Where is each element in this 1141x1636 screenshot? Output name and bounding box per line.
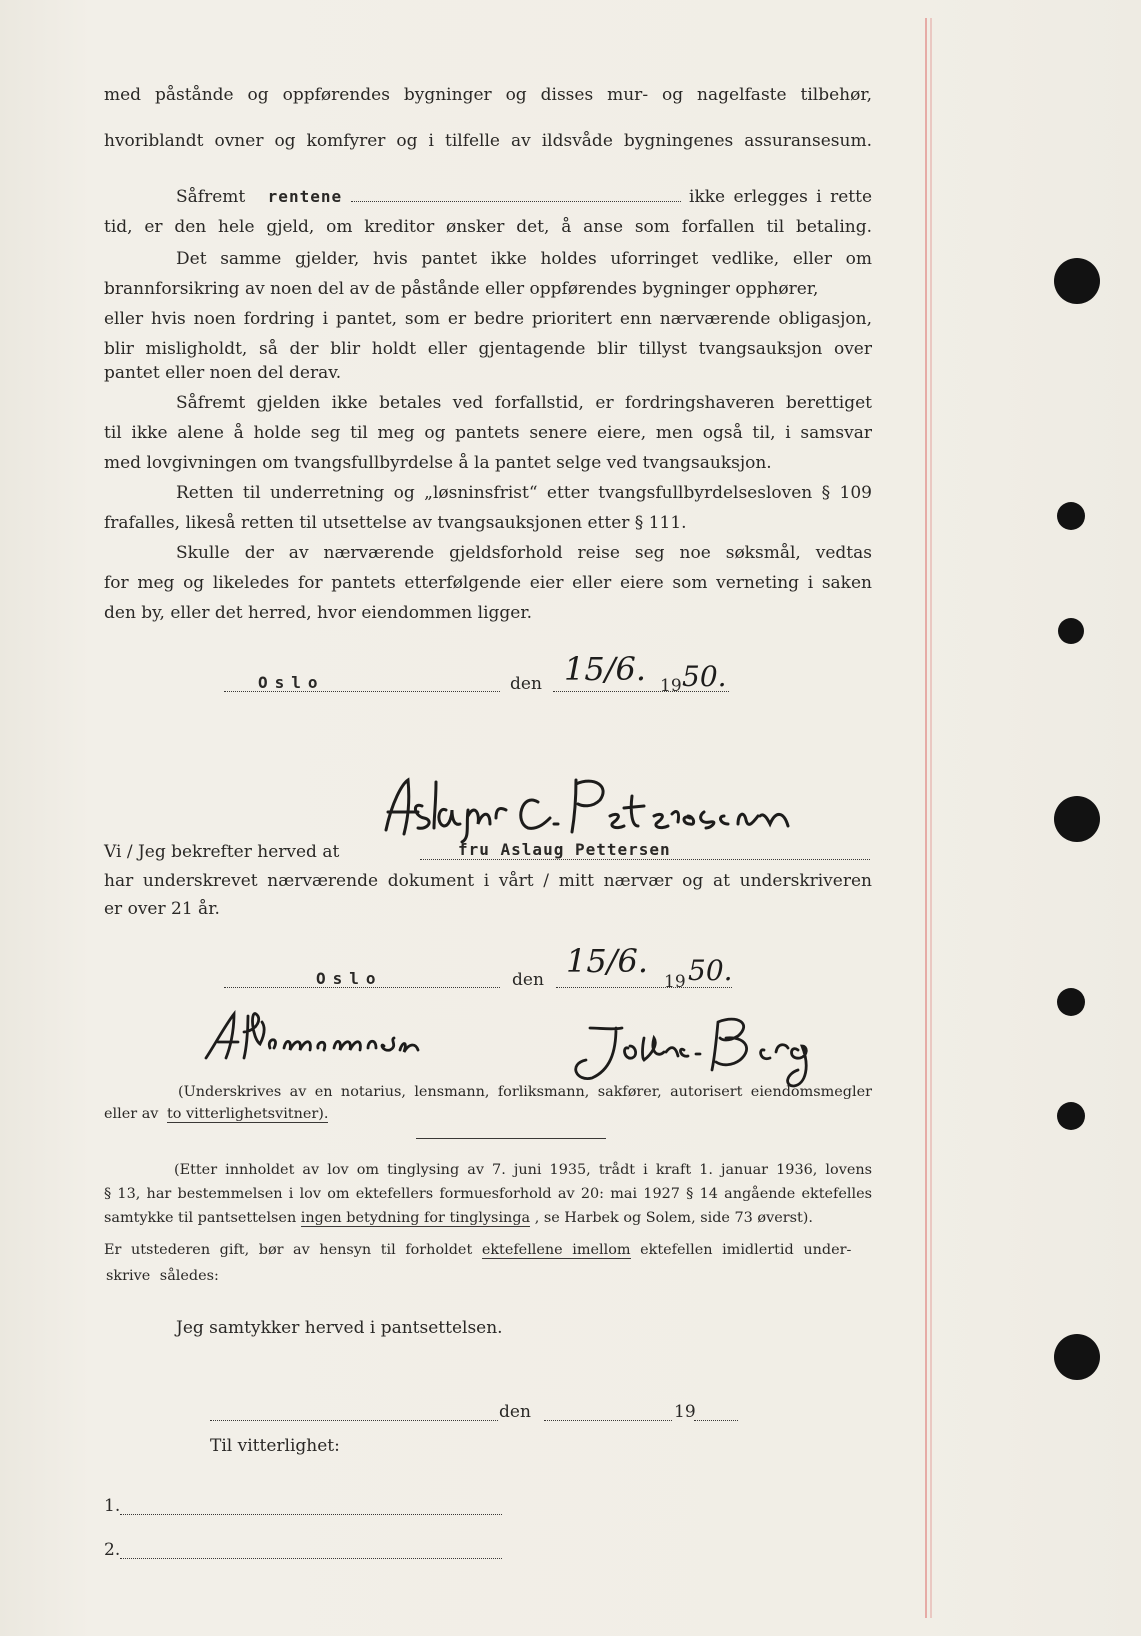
punch-hole xyxy=(1054,258,1100,304)
separator-line xyxy=(416,1138,606,1139)
paragraph-line: for meg og likeledes for pantets etterfølgende eier eller eiere som verneting i saken xyxy=(104,573,872,593)
place-field xyxy=(210,1406,498,1421)
law-note-line: skrive således: xyxy=(106,1268,219,1284)
witness-heading: Til vitterlighet: xyxy=(210,1436,340,1456)
paragraph-line: den by, eller det herred, hvor eiendommen ligger. xyxy=(104,603,533,623)
handwritten-year: 50. xyxy=(688,954,733,987)
punch-hole xyxy=(1057,1102,1085,1130)
punch-hole xyxy=(1057,988,1085,1016)
law-note-underlined: ektefellene imellom xyxy=(481,1242,631,1258)
witness-line xyxy=(120,1500,502,1515)
typed-field-rentene: rentene xyxy=(267,187,343,206)
law-note-line: (Etter innholdet av lov om tinglysing av 7. juni 1935, trådt i kraft 1. januar 1936, lovens xyxy=(174,1162,872,1178)
year-field xyxy=(694,1406,738,1421)
year-prefix: 19 xyxy=(674,1402,696,1422)
year-prefix: 19 xyxy=(660,676,682,696)
law-note-line xyxy=(104,1240,862,1260)
paragraph-line: brannforsikring av noen del av de påstånde eller oppførendes bygninger opphører, xyxy=(104,279,819,299)
punch-hole xyxy=(1054,796,1100,842)
handwritten-date: 15/6. xyxy=(564,650,647,688)
law-note-text: Er utstederen gift, bør av hensyn til forholdet xyxy=(104,1242,482,1258)
margin-line xyxy=(930,18,932,1618)
witness-signature-1 xyxy=(204,1008,430,1064)
paragraph-line: pantet eller noen del derav. xyxy=(104,363,342,383)
den-label: den xyxy=(499,1402,531,1422)
place-typed: Oslo xyxy=(258,673,325,692)
clause-end: ikke erlegges i rette xyxy=(689,187,873,207)
paragraph-line: med lovgivningen om tvangsfullbyrdelse å la pantet selge ved tvangsauksjon. xyxy=(104,453,772,473)
paragraph-line: med påstånde og oppførendes bygninger og disses mur- og nagelfaste tilbehør, xyxy=(104,85,872,105)
paragraph-line: Det samme gjelder, hvis pantet ikke holdes uforringet vedlike, eller om xyxy=(176,249,872,269)
punch-hole xyxy=(1057,502,1085,530)
law-note-underlined: ingen betydning for tinglysinga xyxy=(300,1210,531,1226)
spouse-consent-text: Jeg samtykker herved i pantsettelsen. xyxy=(176,1318,503,1338)
certify-label: Vi / Jeg bekrefter herved at xyxy=(104,842,340,862)
den-label: den xyxy=(512,970,544,990)
paragraph-line: til ikke alene å holde seg til meg og pantets senere eiere, men også til, i samsvar xyxy=(104,423,872,443)
den-label: den xyxy=(510,674,542,694)
witness-signature-2 xyxy=(572,1008,834,1088)
law-note-line xyxy=(104,1208,872,1228)
paragraph-line: frafalles, likeså retten til utsettelse av tvangsauksjonen etter § 111. xyxy=(104,513,687,533)
date-field xyxy=(544,1406,672,1421)
paragraph-line: har underskrevet nærværende dokument i vårt / mitt nærvær og at underskriveren xyxy=(104,871,872,891)
witness-line xyxy=(120,1544,502,1559)
notary-note-line: (Underskrives av en notarius, lensmann, forliksmann, sakfører, autorisert eiendomsmegler xyxy=(178,1084,872,1100)
law-note-line: § 13, har bestemmelsen i lov om ektefellers formuesforhold av 20: mai 1927 § 14 angående ektefelles xyxy=(104,1186,872,1202)
notary-note-underlined: to vitterlighetsvitner). xyxy=(166,1106,329,1122)
paragraph-line: er over 21 år. xyxy=(104,899,220,919)
paragraph-line: blir misligholdt, så der blir holdt eller gjentagende blir tillyst tvangsauksjon over xyxy=(104,339,872,359)
dotted-fill-line xyxy=(351,195,681,202)
law-note-text: , se Harbek og Solem, side 73 øverst). xyxy=(534,1210,813,1226)
paragraph-line: eller hvis noen fordring i pantet, som er bedre prioritert enn nærværende obligasjon, xyxy=(104,309,872,329)
paragraph-line: Såfremt gjelden ikke betales ved forfallstid, er fordringshaveren berettiget xyxy=(176,393,872,413)
paragraph-line: hvoriblandt ovner og komfyrer og i tilfelle av ildsvåde bygningenes assuransesum. xyxy=(104,131,872,151)
handwritten-year: 50. xyxy=(682,660,727,693)
year-prefix: 19 xyxy=(664,972,686,992)
paragraph-line: Skulle der av nærværende gjeldsforhold reise seg noe søksmål, vedtas xyxy=(176,543,872,563)
margin-line xyxy=(925,18,927,1618)
paragraph-line: tid, er den hele gjeld, om kreditor ønsker det, å anse som forfallen til betaling. xyxy=(104,217,872,237)
law-note-text: samtykke til pantsettelsen xyxy=(104,1210,301,1226)
punch-hole xyxy=(1054,1334,1100,1380)
place-typed: Oslo xyxy=(316,969,383,988)
punch-hole xyxy=(1058,618,1084,644)
paragraph-line: Retten til underretning og „løsninsfrist“ etter tvangsfullbyrdelsesloven § 109 xyxy=(176,483,872,503)
certify-name-typed: fru Aslaug Pettersen xyxy=(458,840,671,859)
law-note-text: ektefellen imidlertid under- xyxy=(640,1242,852,1258)
witness-number: 1. xyxy=(104,1496,121,1516)
handwritten-date: 15/6. xyxy=(566,942,649,980)
witness-number: 2. xyxy=(104,1540,121,1560)
borrower-signature xyxy=(378,772,798,842)
interest-clause-line xyxy=(176,186,872,208)
notary-note-text: eller av xyxy=(104,1106,159,1122)
notary-note-line xyxy=(104,1104,872,1124)
clause-start: Såfremt xyxy=(176,187,246,207)
